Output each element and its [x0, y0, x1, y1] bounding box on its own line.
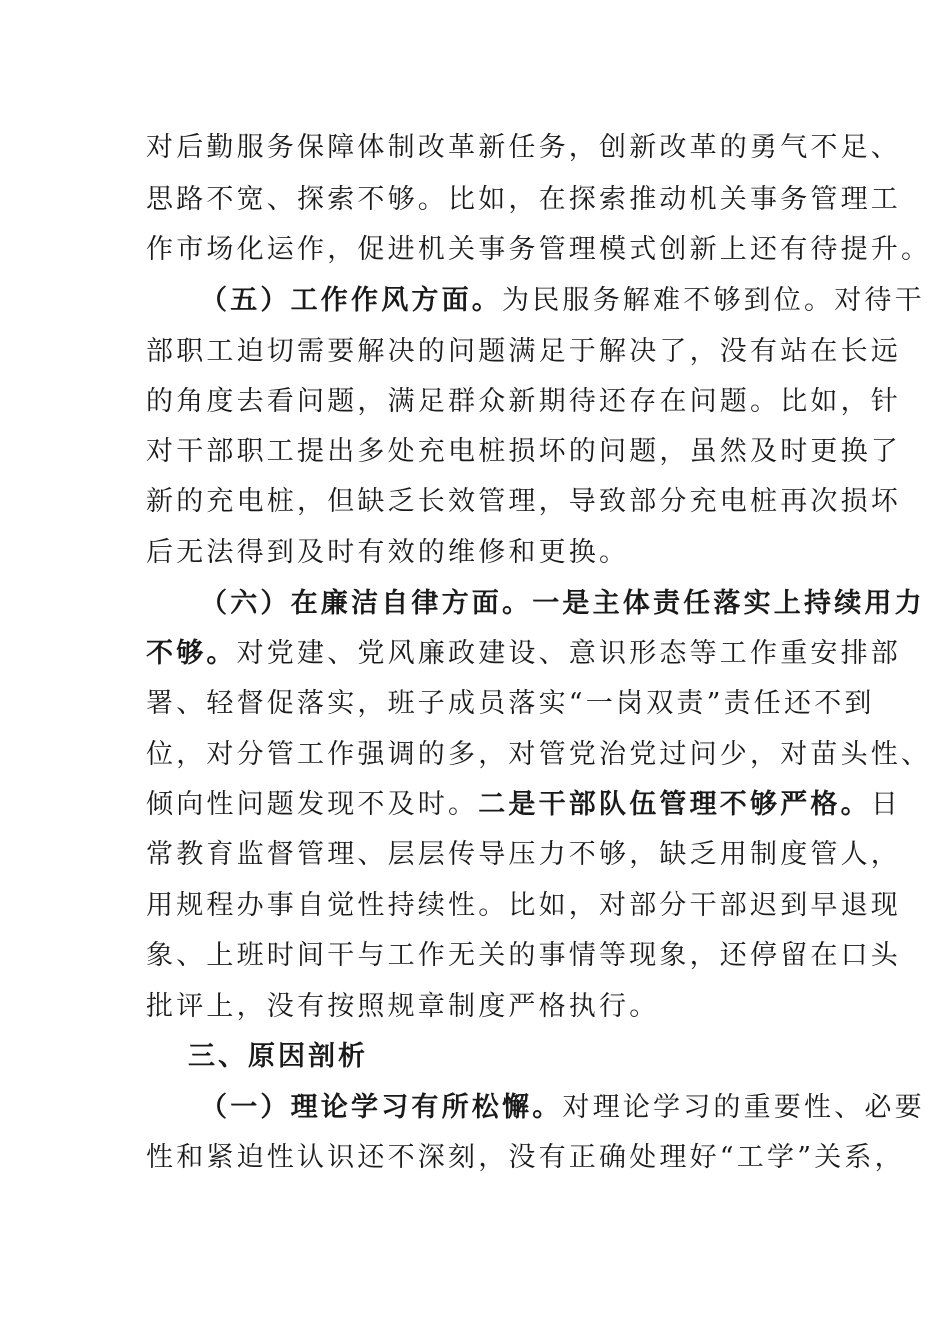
body-line: 性和紧迫性认识还不深刻，没有正确处理好“工学”关系， — [146, 1142, 905, 1173]
body-line: 部职工迫切需要解决的问题满足于解决了，没有站在长远 — [146, 336, 901, 367]
subsection-one-heading: （一）理论学习有所松懈。 — [200, 1092, 563, 1123]
bold-phrase: 不够。 — [146, 638, 237, 669]
body-line: 对后勤服务保障体制改革新任务，创新改革的勇气不足、 — [146, 132, 901, 163]
body-line: 倾向性问题发现不及时。二是干部队伍管理不够严格。日 — [146, 789, 902, 820]
body-line: 的角度去看问题，满足群众新期待还存在问题。比如，针 — [146, 386, 901, 417]
body-line: 署、轻督促落实，班子成员落实“一岗双责”责任还不到 — [146, 688, 875, 719]
section-six-heading: （六）在廉洁自律方面。一是主体责任落实上持续用力 — [200, 588, 925, 619]
body-line: 位，对分管工作强调的多，对管党治党过问少，对苗头性、 — [146, 739, 932, 770]
section-five-line: （五）工作作风方面。为民服务解难不够到位。对待干 — [200, 285, 925, 316]
body-line: 批评上，没有按照规章制度严格执行。 — [146, 991, 660, 1022]
bold-phrase: 二是干部队伍管理不够严格。 — [478, 789, 871, 820]
body-line: 思路不宽、探索不够。比如，在探索推动机关事务管理工 — [146, 184, 901, 215]
body-line: 新的充电桩，但缺乏长效管理，导致部分充电桩再次损坏 — [146, 486, 901, 517]
section-six-line — [200, 586, 925, 622]
body-line: 象、上班时间干与工作无关的事情等现象，还停留在口头 — [146, 940, 901, 971]
body-line: 后无法得到及时有效的维修和更换。 — [146, 537, 630, 568]
body-line: 对干部职工提出多处充电桩损坏的问题，虽然及时更换了 — [146, 436, 901, 467]
subsection-one-line: （一）理论学习有所松懈。对理论学习的重要性、必要 — [200, 1092, 925, 1123]
body-line: 作市场化运作，促进机关事务管理模式创新上还有待提升。 — [146, 234, 932, 265]
section-five-heading: （五）工作作风方面。 — [200, 285, 502, 316]
section-heading-three: 三、原因剖析 — [188, 1041, 368, 1072]
body-line: 不够。对党建、党风廉政建设、意识形态等工作重安排部 — [146, 638, 902, 669]
body-line: 用规程办事自觉性持续性。比如，对部分干部迟到早退现 — [146, 890, 901, 921]
body-line: 常教育监督管理、层层传导压力不够，缺乏用制度管人， — [146, 839, 901, 870]
